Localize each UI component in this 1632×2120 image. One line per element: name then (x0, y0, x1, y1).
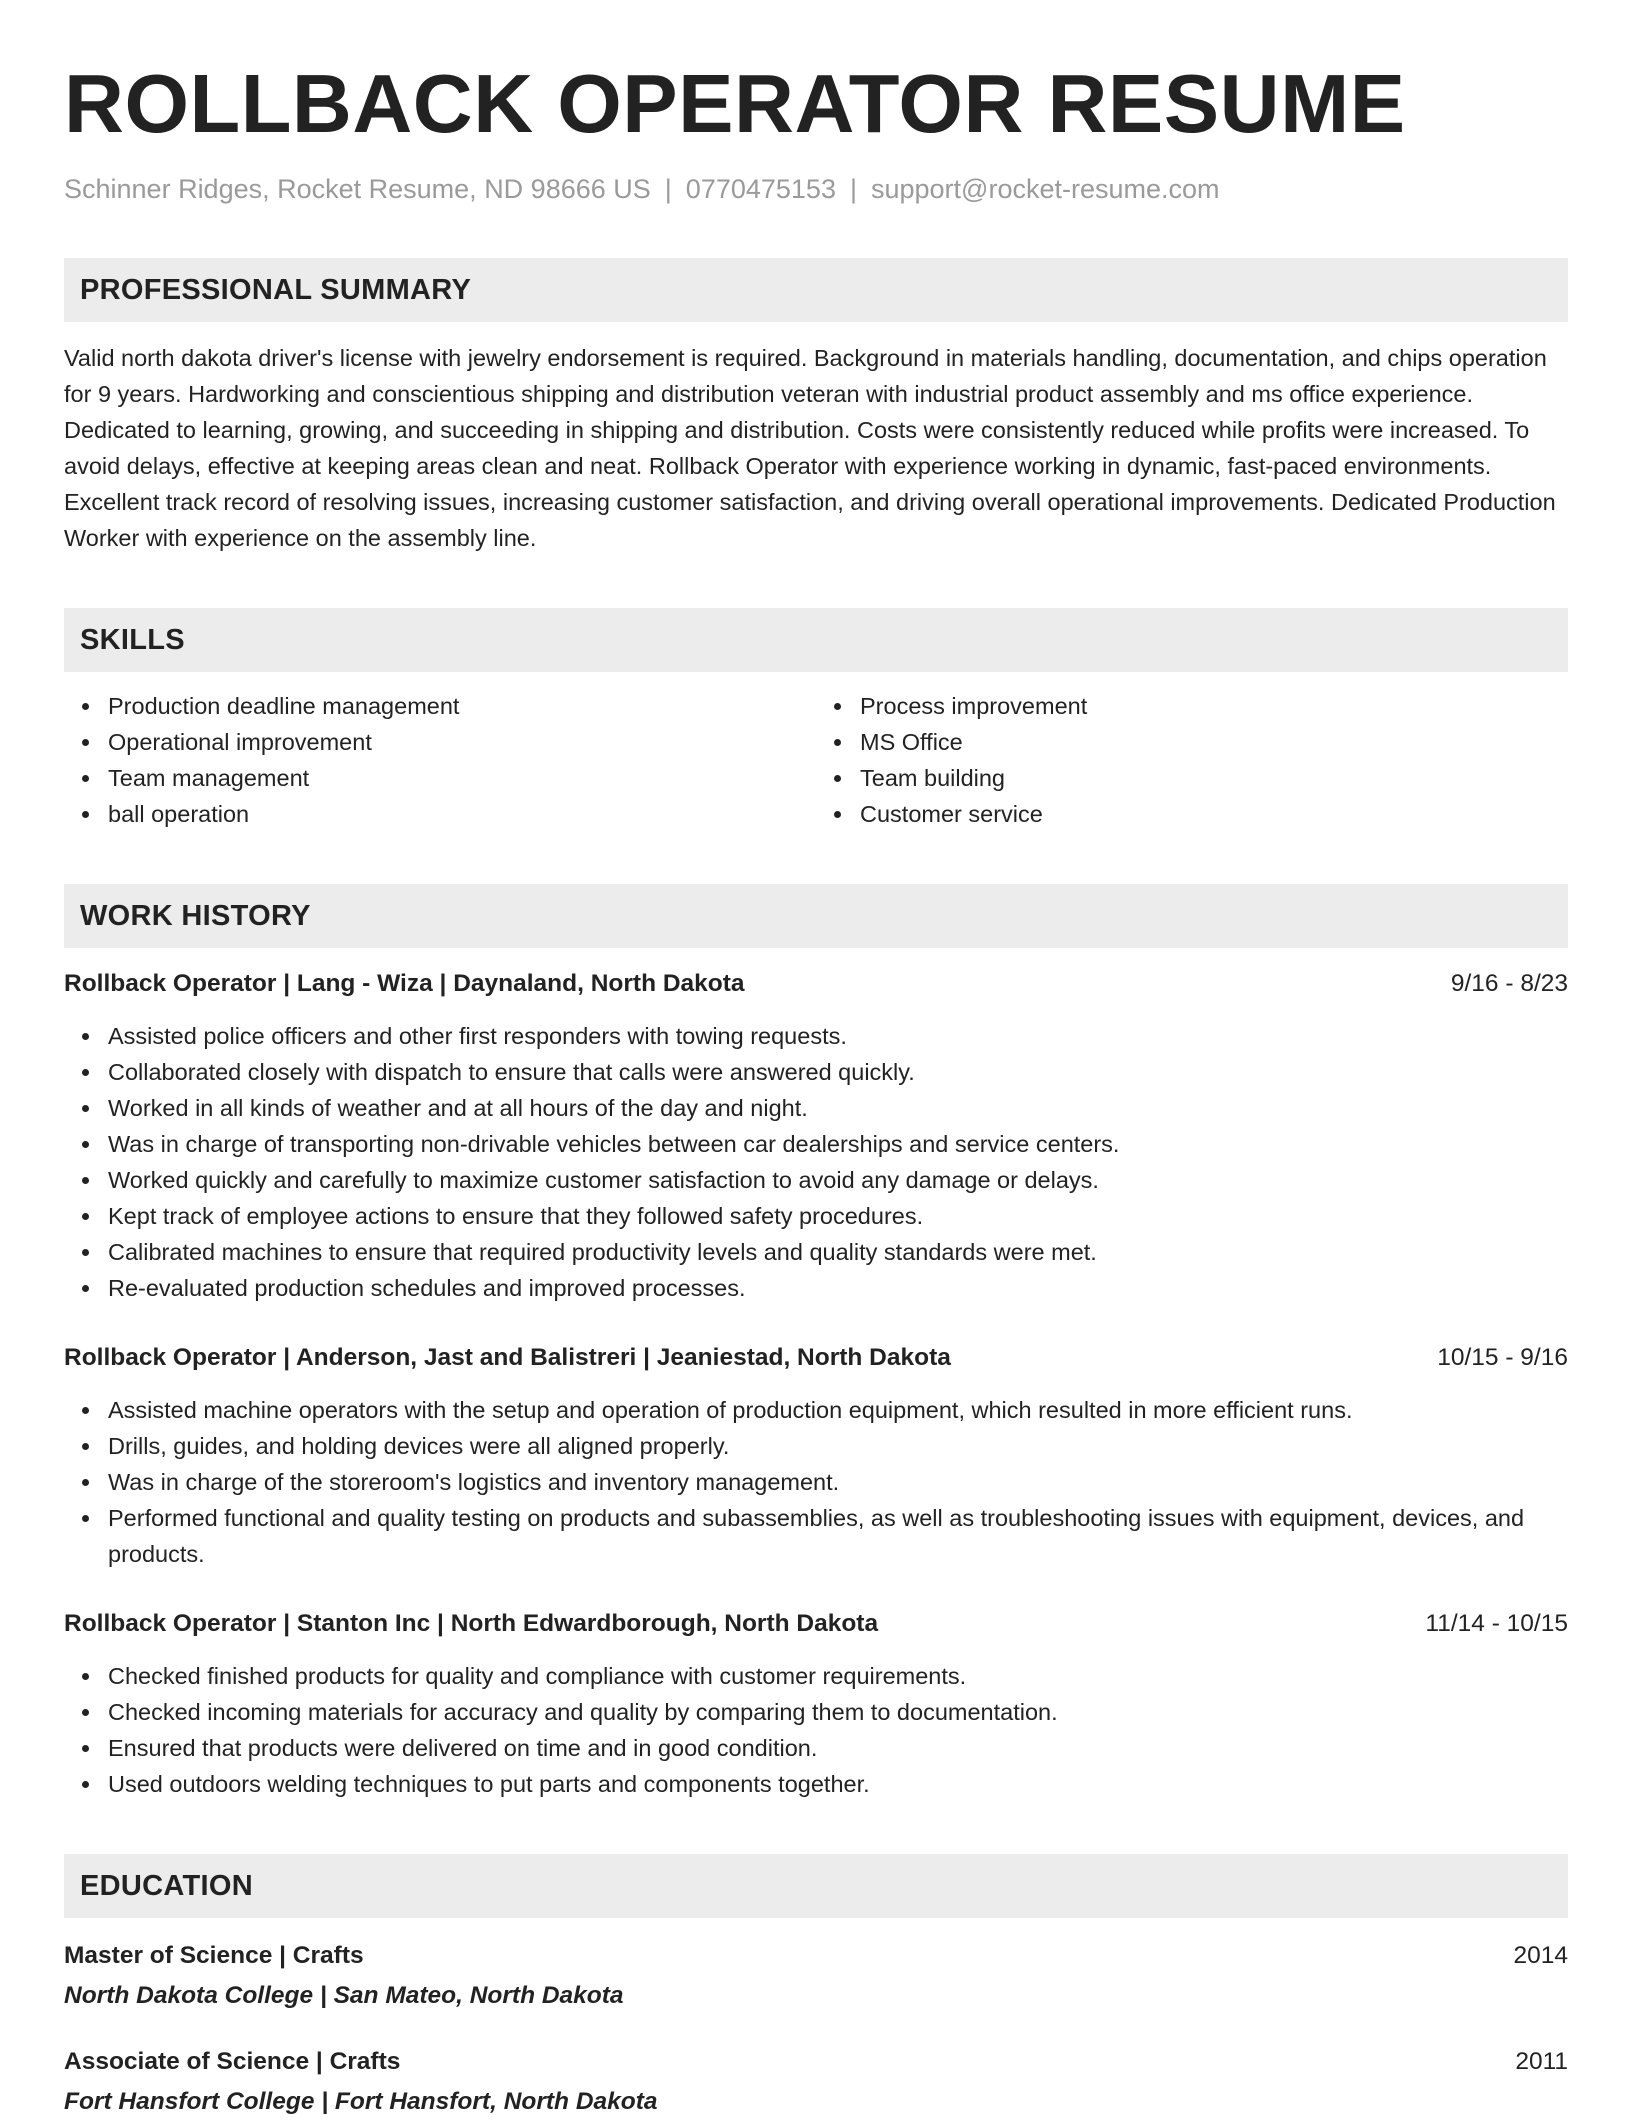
job-dates: 9/16 - 8/23 (1450, 970, 1568, 997)
education-entry (64, 2044, 1568, 2120)
skill-item: Operational improvement (108, 724, 816, 760)
contact-phone: 0770475153 (685, 174, 836, 204)
section-header-summary: PROFESSIONAL SUMMARY (64, 258, 1568, 322)
job-duty: Checked finished products for quality and compliance with customer requirements. (108, 1658, 1568, 1694)
contact-email: support@rocket-resume.com (870, 174, 1220, 204)
job-duties (64, 1018, 1568, 1306)
skills-list (64, 688, 1568, 832)
job-dates: 10/15 - 9/16 (1437, 1344, 1568, 1371)
job-title: Rollback Operator | Lang - Wiza | Daynaland, North Dakota (64, 970, 745, 997)
skill-item: Team management (108, 760, 816, 796)
skill-item: Process improvement (860, 688, 1568, 724)
job-duty: Worked in all kinds of weather and at all hours of the day and night. (108, 1090, 1568, 1126)
job-header (64, 966, 1568, 1002)
job-entry (64, 1606, 1568, 1802)
job-duty: Performed functional and quality testing on products and subassemblies, as well as troubleshooting issues with equipment, devices, and products. (108, 1500, 1568, 1572)
job-duty: Kept track of employee actions to ensure that they followed safety procedures. (108, 1198, 1568, 1234)
contact-separator: | (664, 174, 672, 204)
education-header (64, 1938, 1568, 1974)
job-duties (64, 1392, 1568, 1572)
job-duty: Re-evaluated production schedules and improved processes. (108, 1270, 1568, 1306)
skill-item: ball operation (108, 796, 816, 832)
job-duty: Calibrated machines to ensure that required productivity levels and quality standards were met. (108, 1234, 1568, 1270)
section-header-work-history: WORK HISTORY (64, 884, 1568, 948)
job-duty: Worked quickly and carefully to maximize customer satisfaction to avoid any damage or delays. (108, 1162, 1568, 1198)
contact-line (64, 172, 1568, 206)
skill-item: MS Office (860, 724, 1568, 760)
education-degree: Master of Science | Crafts (64, 1942, 364, 1969)
education-school: North Dakota College | San Mateo, North Dakota (64, 1982, 624, 2009)
education-entry (64, 1938, 1568, 2014)
job-title: Rollback Operator | Stanton Inc | North Edwardborough, North Dakota (64, 1610, 879, 1637)
job-dates: 11/14 - 10/15 (1425, 1610, 1568, 1637)
education-header (64, 2044, 1568, 2080)
job-duty: Drills, guides, and holding devices were all aligned properly. (108, 1428, 1568, 1464)
job-duties (64, 1658, 1568, 1802)
education-school: Fort Hansfort College | Fort Hansfort, North Dakota (64, 2088, 658, 2115)
job-entry (64, 1340, 1568, 1572)
job-duty: Assisted police officers and other first responders with towing requests. (108, 1018, 1568, 1054)
resume-title: ROLLBACK OPERATOR RESUME (64, 57, 1406, 150)
skills-column-right (816, 688, 1568, 832)
job-duty: Was in charge of transporting non-drivable vehicles between car dealerships and service centers. (108, 1126, 1568, 1162)
job-header (64, 1606, 1568, 1642)
skill-item: Team building (860, 760, 1568, 796)
job-duty: Assisted machine operators with the setup and operation of production equipment, which resulted in more efficient runs. (108, 1392, 1568, 1428)
skill-item: Production deadline management (108, 688, 816, 724)
job-title: Rollback Operator | Anderson, Jast and Balistreri | Jeaniestad, North Dakota (64, 1344, 951, 1371)
skill-item: Customer service (860, 796, 1568, 832)
skills-column-left (64, 688, 816, 832)
job-duty: Ensured that products were delivered on time and in good condition. (108, 1730, 1568, 1766)
education-year: 2011 (1515, 2048, 1568, 2075)
job-entry (64, 966, 1568, 1306)
job-duty: Collaborated closely with dispatch to ensure that calls were answered quickly. (108, 1054, 1568, 1090)
job-duty: Checked incoming materials for accuracy and quality by comparing them to documentation. (108, 1694, 1568, 1730)
job-duty: Was in charge of the storeroom's logistics and inventory management. (108, 1464, 1568, 1500)
job-header (64, 1340, 1568, 1376)
education-degree: Associate of Science | Crafts (64, 2048, 401, 2075)
contact-separator: | (849, 174, 857, 204)
section-header-education: EDUCATION (64, 1854, 1568, 1918)
summary-text: Valid north dakota driver's license with jewelry endorsement is required. Background in materials handling, documentation, and chips operation for 9 years. Hardworking and conscientious shipping and distribution veteran with industrial product assembly and ms office experience. Dedicated to learning, growing, and succeeding in shipping and distribution. Costs were consistently reduced while profits were increased. To avoid delays, effective at keeping areas clean and neat. Rollback Operator with experience working in dynamic, fast-paced environments. Excellent track record of resolving issues, increasing customer satisfaction, and driving overall operational improvements. Dedicated Production Worker with experience on the assembly line. (64, 345, 1556, 551)
section-header-skills: SKILLS (64, 608, 1568, 672)
contact-address: Schinner Ridges, Rocket Resume, ND 98666 US (64, 174, 651, 204)
education-year: 2014 (1513, 1942, 1568, 1969)
job-duty: Used outdoors welding techniques to put parts and components together. (108, 1766, 1568, 1802)
